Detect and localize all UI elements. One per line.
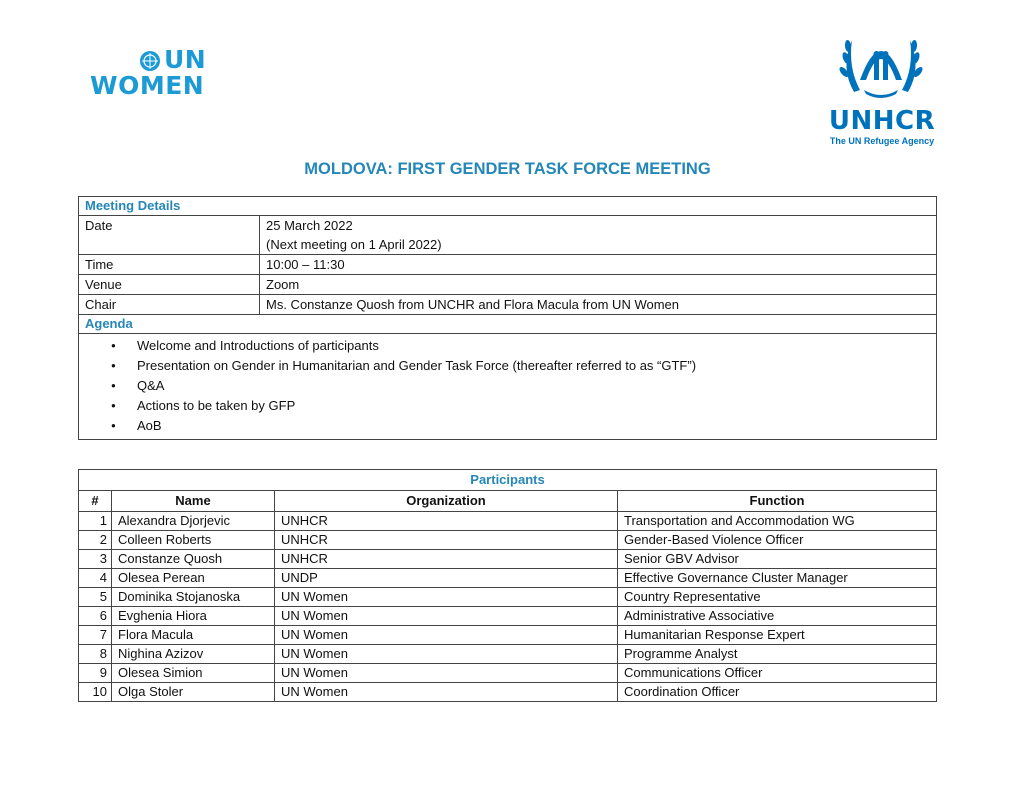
participant-function: Effective Governance Cluster Manager <box>618 569 937 588</box>
date-label: Date <box>79 216 260 255</box>
participant-name: Olga Stoler <box>112 683 275 702</box>
table-row <box>79 588 937 607</box>
participant-name: Olesea Simion <box>112 664 275 683</box>
participant-organization: UN Women <box>275 588 618 607</box>
participant-organization: UNHCR <box>275 531 618 550</box>
participant-name: Constanze Quosh <box>112 550 275 569</box>
participant-name: Alexandra Djorjevic <box>112 512 275 531</box>
time-row <box>79 255 937 275</box>
participant-organization: UN Women <box>275 626 618 645</box>
table-row <box>79 683 937 702</box>
unhcr-wordmark: UNHCR <box>828 106 936 136</box>
date-row <box>79 216 937 255</box>
meeting-details-heading: Meeting Details <box>79 197 937 216</box>
participant-organization: UN Women <box>275 683 618 702</box>
participant-function: Gender-Based Violence Officer <box>618 531 937 550</box>
participant-function: Country Representative <box>618 588 937 607</box>
table-row <box>79 664 937 683</box>
participant-function: Administrative Associative <box>618 607 937 626</box>
participant-name: Olesea Perean <box>112 569 275 588</box>
table-row <box>79 512 937 531</box>
agenda-row <box>79 334 937 440</box>
participants-table <box>78 469 937 702</box>
unhcr-emblem-icon <box>834 28 928 102</box>
time-label: Time <box>79 255 260 275</box>
participant-organization: UNHCR <box>275 512 618 531</box>
agenda-item: ● Welcome and Introductions of participants <box>137 336 930 356</box>
table-row <box>79 626 937 645</box>
participant-function: Coordination Officer <box>618 683 937 702</box>
participant-organization: UN Women <box>275 607 618 626</box>
chair-row <box>79 295 937 315</box>
row-number: 10 <box>79 683 112 702</box>
logo-text-un: UN <box>164 45 207 74</box>
meeting-details-table <box>78 196 937 440</box>
document-title: MOLDOVA: FIRST GENDER TASK FORCE MEETING <box>304 160 711 178</box>
agenda-list <box>85 336 930 436</box>
row-number: 7 <box>79 626 112 645</box>
participant-organization: UN Women <box>275 645 618 664</box>
row-number: 2 <box>79 531 112 550</box>
participant-name: Dominika Stojanoska <box>112 588 275 607</box>
date-value: 25 March 2022 <box>266 218 353 233</box>
participant-function: Programme Analyst <box>618 645 937 664</box>
meeting-details-header-row <box>79 197 937 216</box>
logo-text-women: WOMEN <box>90 71 205 100</box>
row-number: 9 <box>79 664 112 683</box>
participant-organization: UNDP <box>275 569 618 588</box>
unhcr-logo <box>822 28 942 152</box>
date-value-cell <box>260 216 937 255</box>
venue-row <box>79 275 937 295</box>
agenda-item: ● Presentation on Gender in Humanitarian and Gender Task Force (thereafter referred to as “GTF”) <box>137 356 930 376</box>
participant-organization: UN Women <box>275 664 618 683</box>
table-row <box>79 550 937 569</box>
participant-function: Senior GBV Advisor <box>618 550 937 569</box>
participant-name: Colleen Roberts <box>112 531 275 550</box>
participant-function: Transportation and Accommodation WG <box>618 512 937 531</box>
participant-name: Nighina Azizov <box>112 645 275 664</box>
unhcr-tagline: The UN Refugee Agency <box>829 136 935 146</box>
agenda-item: ● AoB <box>137 416 930 436</box>
venue-value: Zoom <box>260 275 937 295</box>
participant-function: Communications Officer <box>618 664 937 683</box>
participants-header-row <box>79 491 937 512</box>
row-number: 6 <box>79 607 112 626</box>
row-number: 1 <box>79 512 112 531</box>
agenda-cell <box>79 334 937 440</box>
agenda-item: ● Actions to be taken by GFP <box>137 396 930 416</box>
column-header-number: # <box>79 491 112 512</box>
column-header-name: Name <box>112 491 275 512</box>
participants-caption-row <box>79 470 937 491</box>
un-women-logo <box>90 45 220 100</box>
next-meeting-value: (Next meeting on 1 April 2022) <box>266 237 442 252</box>
column-header-function: Function <box>618 491 937 512</box>
venue-label: Venue <box>79 275 260 295</box>
chair-value: Ms. Constanze Quosh from UNCHR and Flora Macula from UN Women <box>260 295 937 315</box>
participant-organization: UNHCR <box>275 550 618 569</box>
participants-heading: Participants <box>79 470 937 491</box>
participant-function: Humanitarian Response Expert <box>618 626 937 645</box>
row-number: 4 <box>79 569 112 588</box>
table-row <box>79 607 937 626</box>
agenda-header-row <box>79 315 937 334</box>
participant-name: Flora Macula <box>112 626 275 645</box>
chair-label: Chair <box>79 295 260 315</box>
agenda-heading: Agenda <box>79 315 937 334</box>
row-number: 3 <box>79 550 112 569</box>
row-number: 5 <box>79 588 112 607</box>
time-value: 10:00 – 11:30 <box>260 255 937 275</box>
table-row <box>79 645 937 664</box>
un-emblem-icon <box>139 50 161 72</box>
column-header-organization: Organization <box>275 491 618 512</box>
table-row <box>79 569 937 588</box>
agenda-item: ● Q&A <box>137 376 930 396</box>
participant-name: Evghenia Hiora <box>112 607 275 626</box>
row-number: 8 <box>79 645 112 664</box>
table-row <box>79 531 937 550</box>
